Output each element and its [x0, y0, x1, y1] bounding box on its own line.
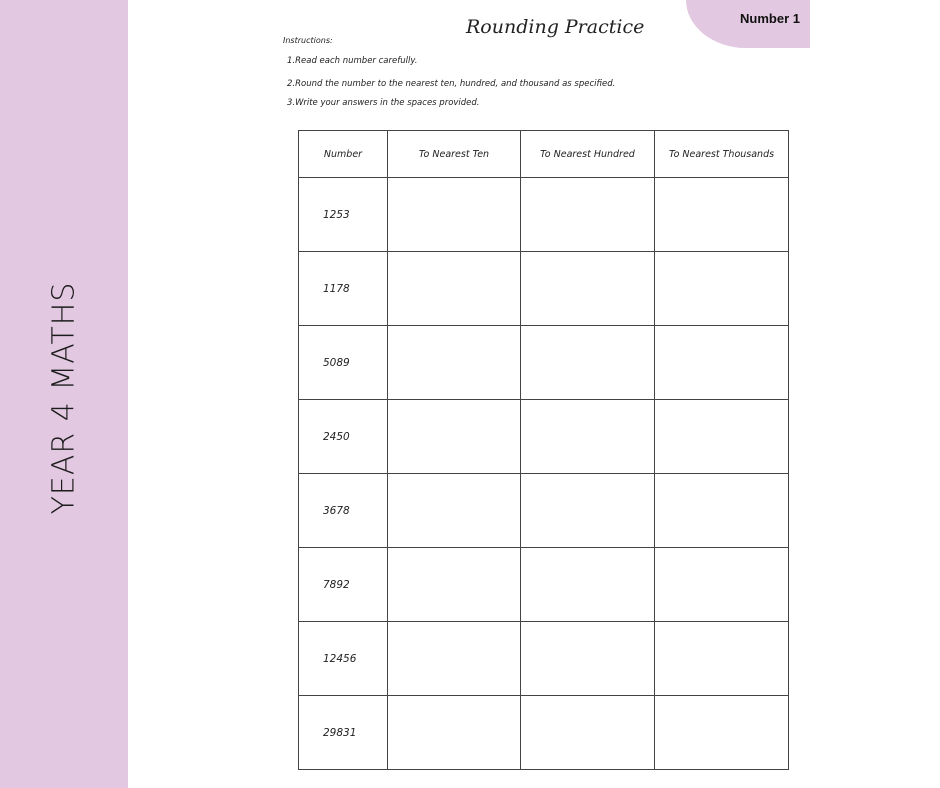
answer-cell-thousands[interactable] — [655, 548, 789, 622]
table-row — [299, 178, 789, 252]
number-cell: 5089 — [299, 326, 388, 400]
number-cell: 3678 — [299, 474, 388, 548]
answer-cell-ten[interactable] — [388, 252, 521, 326]
instruction-step: 2.Round the number to the nearest ten, hundred, and thousand as specified. — [287, 79, 616, 89]
number-cell: 7892 — [299, 548, 388, 622]
rounding-table — [298, 130, 789, 770]
answer-cell-thousands[interactable] — [655, 400, 789, 474]
column-header-nearest-ten: To Nearest Ten — [388, 131, 521, 178]
answer-cell-thousands[interactable] — [655, 696, 789, 770]
number-cell: 2450 — [299, 400, 388, 474]
answer-cell-hundred[interactable] — [521, 474, 655, 548]
answer-cell-hundred[interactable] — [521, 548, 655, 622]
number-cell: 1178 — [299, 252, 388, 326]
answer-cell-thousands[interactable] — [655, 178, 789, 252]
worksheet-badge — [686, 0, 810, 48]
answer-cell-hundred[interactable] — [521, 252, 655, 326]
column-header-nearest-thousands: To Nearest Thousands — [655, 131, 789, 178]
answer-cell-hundred[interactable] — [521, 696, 655, 770]
table-row — [299, 474, 789, 548]
answer-cell-thousands[interactable] — [655, 252, 789, 326]
instruction-step: 3.Write your answers in the spaces provided. — [287, 98, 480, 108]
answer-cell-ten[interactable] — [388, 326, 521, 400]
sidebar-title: YEAR 4 MATHS — [46, 281, 82, 515]
instructions-heading: Instructions: — [283, 36, 333, 45]
answer-cell-ten[interactable] — [388, 178, 521, 252]
answer-cell-hundred[interactable] — [521, 622, 655, 696]
page-title: Rounding Practice — [466, 16, 645, 38]
answer-cell-thousands[interactable] — [655, 326, 789, 400]
sidebar — [0, 0, 128, 788]
number-cell: 12456 — [299, 622, 388, 696]
instruction-step: 1.Read each number carefully. — [287, 56, 418, 66]
number-cell: 29831 — [299, 696, 388, 770]
table-row — [299, 252, 789, 326]
table-row — [299, 696, 789, 770]
column-header-nearest-hundred: To Nearest Hundred — [521, 131, 655, 178]
answer-cell-ten[interactable] — [388, 696, 521, 770]
answer-cell-ten[interactable] — [388, 622, 521, 696]
answer-cell-thousands[interactable] — [655, 622, 789, 696]
answer-cell-hundred[interactable] — [521, 178, 655, 252]
table-row — [299, 548, 789, 622]
table-row — [299, 326, 789, 400]
column-header-number: Number — [299, 131, 388, 178]
answer-cell-ten[interactable] — [388, 400, 521, 474]
answer-cell-thousands[interactable] — [655, 474, 789, 548]
table-row — [299, 622, 789, 696]
answer-cell-ten[interactable] — [388, 548, 521, 622]
answer-cell-hundred[interactable] — [521, 326, 655, 400]
table-row — [299, 400, 789, 474]
answer-cell-ten[interactable] — [388, 474, 521, 548]
badge-label: Number 1 — [740, 11, 800, 26]
number-cell: 1253 — [299, 178, 388, 252]
table-header-row — [299, 131, 789, 178]
answer-cell-hundred[interactable] — [521, 400, 655, 474]
